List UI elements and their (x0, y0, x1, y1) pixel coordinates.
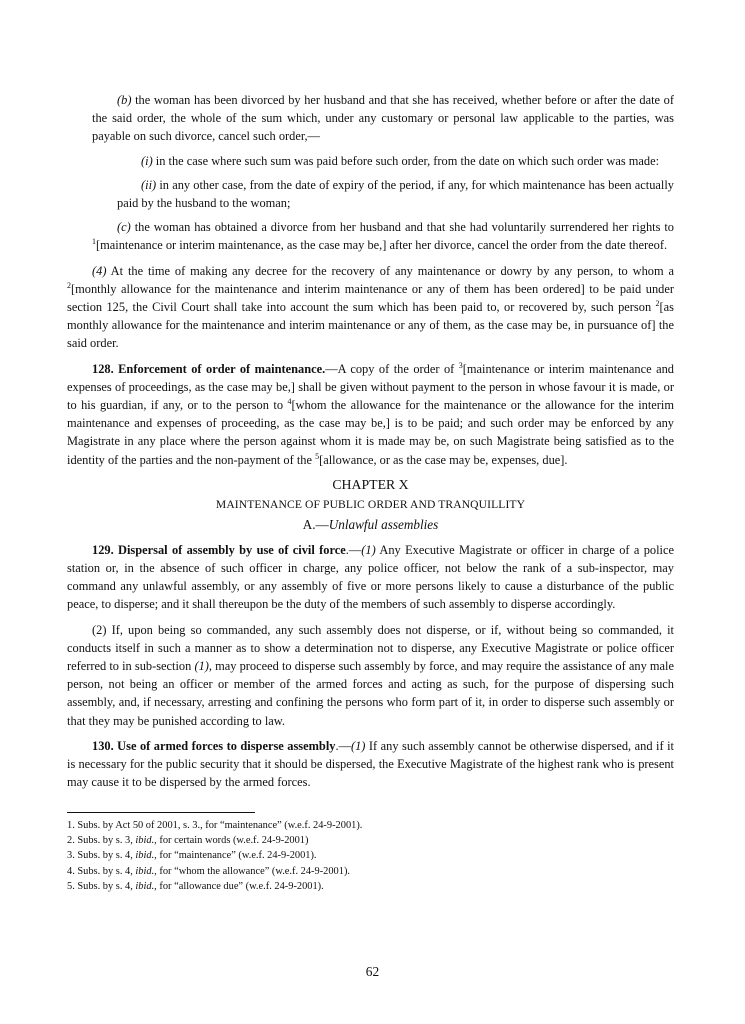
section-heading: 128. Enforcement of order of maintenance. (92, 361, 326, 376)
section-130: 130. Use of armed forces to disperse assembly.—(1) If any such assembly cannot be otherwise dispersed, and if it is necessary for the public security that it should be dispersed, the Executive Magistrate of the highest rank who is present may cause it to be dispersed by the armed forces. (67, 738, 674, 790)
clause-i: (i) in the case where such sum was paid before such order, from the date on which such order was made: (141, 153, 660, 168)
footnote-ref: 3 (458, 360, 463, 370)
footnote-2: 2. Subs. by s. 3, ibid., for certain words (w.e.f. 24-9-2001) (67, 834, 309, 846)
footnote-1: 1. Subs. by Act 50 of 2001, s. 3., for “maintenance” (w.e.f. 24-9-2001). (67, 819, 363, 831)
footnote-5: 5. Subs. by s. 4, ibid., for “allowance due” (w.e.f. 24-9-2001). (67, 881, 324, 893)
footnote-4: 4. Subs. by s. 4, ibid., for “whom the allowance” (w.e.f. 24-9-2001). (67, 865, 351, 877)
footnote-3: 3. Subs. by s. 4, ibid., for “maintenance” (w.e.f. 24-9-2001). (67, 850, 317, 862)
section-129-1: 129. Dispersal of assembly by use of civil force.—(1) Any Executive Magistrate or officer in charge of a police station or, in the absence of such officer in charge, any police officer, not below the rank of a sub-inspector, may command any unlawful assembly, or any assembly of five or more persons likely to cause a disturbance of the public peace, to disperse; and it shall thereupon be the duty of the members of such assembly to disperse accordingly. (67, 542, 674, 612)
footnote-divider (67, 812, 255, 813)
subsection-4: (4) At the time of making any decree for the recovery of any maintenance or dowry by any person, to whom a $^2$[monthly allowance for the maintenance and interim maintenance or any of them has been ordered] to be paid under section 125, the Civil Court shall take into account the sum which has been paid to, or recovered by, such person $^2$[as monthly allowance for the maintenance and interim maintenance or any of them, as the case may be, in pursuance of] the said order. (67, 263, 674, 351)
part-title: A.—Unlawful assemblies (302, 516, 439, 532)
footnote-ref: 2 (67, 280, 71, 290)
footnote-ref: 5 (315, 451, 320, 461)
clause-c: (c) the woman has obtained a divorce from her husband and that she had voluntarily surrendered her rights to $^1$[maintenance or interim maintenance, as the case may be,] after her divorce, cancel the order from the date thereof. (92, 220, 674, 253)
footnote-ref: 2 (655, 298, 660, 308)
section-heading: 130. Use of armed forces to disperse assembly (92, 738, 336, 753)
section-heading: 129. Dispersal of assembly by use of civil force (92, 542, 346, 557)
clause-ii: (ii) in any other case, from the date of expiry of the period, if any, for which maintenance has been actually paid by the husband to the woman; (117, 177, 674, 211)
clause-b: (b) the woman has been divorced by her husband and that she has received, whether before or after the date of the said order, the whole of the sum which, under any customary or personal law applicable to the parties, was payable on such divorce, cancel such order,— (92, 93, 674, 144)
chapter-subtitle: MAINTENANCE OF PUBLIC ORDER AND TRANQUILLITY (215, 497, 526, 511)
page-body (67, 91, 675, 895)
footnote-ref: 4 (287, 396, 292, 406)
section-128: 128. Enforcement of order of maintenance.—A copy of the order of $^3$[maintenance or interim maintenance and expenses of proceedings, as the case may be,] shall be given without payment to the person in whose favour it is made, or to his guardian, if any, or to the person to $^4$[whom the allowance for the maintenance or the allowance for the interim maintenance and expenses of proceeding, as the case may be,] is to be paid; and such order may be enforced by any Magistrate in any place where the person against whom it is made may be, on such Magistrate being satisfied as to the identity of the parties and the non-payment of the $^5$[allowance, or as the case may be, expenses, due]. (67, 360, 675, 467)
chapter-title: CHAPTER X (332, 476, 409, 492)
footnote-ref: 1 (92, 237, 96, 247)
page-number: 62 (365, 964, 380, 979)
footnotes (67, 818, 674, 895)
section-129-2: (2) If, upon being so commanded, any such assembly does not disperse, or if, without being so commanded, it conducts itself in such a manner as to show a determination not to disperse, any Executive Magistrate or police officer referred to in sub-section (1), may proceed to disperse such assembly by force, and may require the assistance of any male person, not being an officer or member of the armed forces and acting as such, for the purpose of dispersing such assembly, and, if necessary, arresting and confining the persons who form part of it, in order to disperse such assembly or that they may be punished according to law. (67, 622, 674, 728)
